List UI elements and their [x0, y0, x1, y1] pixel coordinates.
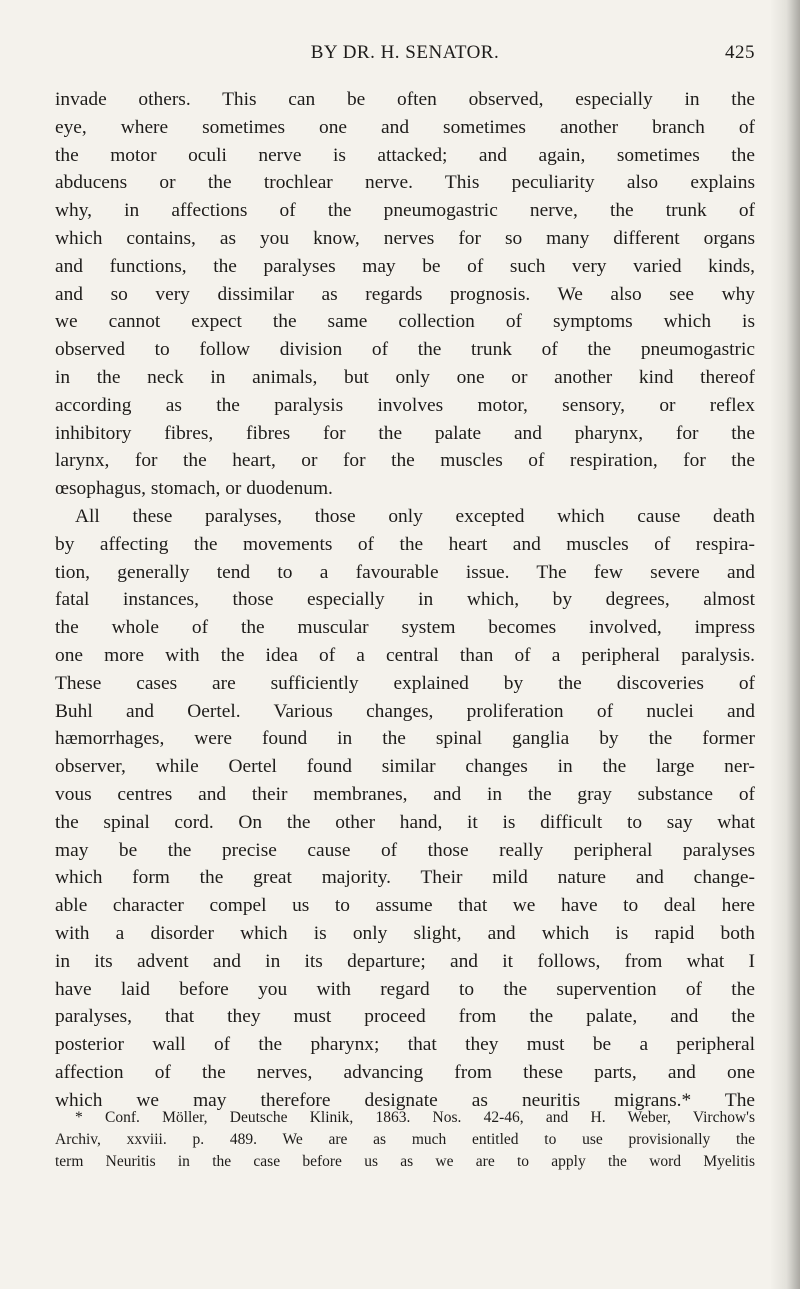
body-text [55, 86, 755, 1114]
text-line: observer, while Oertel found similar changes in the large ner- [55, 756, 755, 778]
text-line: why, in affections of the pneumogastric nerve, the trunk of [55, 200, 755, 222]
text-line: œsophagus, stomach, or duodenum. [55, 478, 333, 500]
page-edge-shadow [770, 0, 800, 1289]
text-line: eye, where sometimes one and sometimes another branch of [55, 116, 755, 138]
text-line: with a disorder which is only slight, and which is rapid both [55, 922, 755, 944]
text-line: in its advent and in its departure; and it follows, from what I [55, 950, 755, 972]
text-line: by affecting the movements of the heart and muscles of respira- [55, 533, 755, 555]
text-line: hæmorrhages, were found in the spinal ganglia by the former [55, 728, 755, 750]
text-line: invade others. This can be often observed, especially in the [55, 89, 755, 110]
text-line: according as the paralysis involves motor, sensory, or reflex [55, 394, 755, 416]
text-line: in the neck in animals, but only one or another kind thereof [55, 366, 755, 388]
text-line: These cases are sufficiently explained by the discoveries of [55, 672, 755, 694]
text-line: Buhl and Oertel. Various changes, proliferation of nuclei and [55, 700, 755, 722]
text-line: we cannot expect the same collection of symptoms which is [55, 311, 755, 333]
text-line: one more with the idea of a central than of a peripheral paralysis. [55, 644, 755, 666]
text-line: and so very dissimilar as regards prognosis. We also see why [55, 283, 755, 305]
text-line: larynx, for the heart, or for the muscles of respiration, for the [55, 450, 755, 472]
text-line: paralyses, that they must proceed from the palate, and the [55, 1006, 755, 1028]
text-line: and functions, the paralyses may be of such very varied kinds, [55, 255, 755, 277]
footnote [55, 1107, 755, 1173]
text-line: have laid before you with regard to the supervention of the [55, 978, 755, 1000]
text-line: observed to follow division of the trunk of the pneumogastric [55, 339, 755, 361]
text-line: may be the precise cause of those really peripheral paralyses [55, 839, 755, 861]
footnote-line: term Neuritis in the case before us as we are to apply the word Myelitis [55, 1153, 755, 1170]
text-line: vous centres and their membranes, and in the gray substance of [55, 783, 755, 805]
text-line: fatal instances, those especially in which, by degrees, almost [55, 589, 755, 611]
text-line: tion, generally tend to a favourable issue. The few severe and [55, 561, 755, 583]
text-line: which we may therefore designate as neuritis migrans.* The [55, 1089, 755, 1111]
text-line: inhibitory fibres, fibres for the palate and pharynx, for the [55, 422, 755, 444]
text-line: posterior wall of the pharynx; that they must be a peripheral [55, 1034, 755, 1056]
text-line: abducens or the trochlear nerve. This peculiarity also explains [55, 172, 755, 194]
running-title: BY DR. H. SENATOR. [310, 42, 500, 63]
text-line: the motor oculi nerve is attacked; and again, sometimes the [55, 144, 755, 166]
text-line: which form the great majority. Their mild nature and change- [55, 867, 755, 889]
text-line: affection of the nerves, advancing from these parts, and one [55, 1061, 755, 1083]
footnote-line: * Conf. Möller, Deutsche Klinik, 1863. Nos. 42-46, and H. Weber, Virchow's [75, 1109, 755, 1126]
footnote-line: Archiv, xxviii. p. 489. We are as much entitled to use provisionally the [55, 1131, 755, 1148]
text-line: able character compel us to assume that we have to deal here [55, 895, 755, 917]
text-line: the spinal cord. On the other hand, it is difficult to say what [55, 811, 755, 833]
text-line: the whole of the muscular system becomes involved, impress [55, 617, 755, 639]
running-head [55, 42, 755, 68]
text-line: All these paralyses, those only excepted which cause death [75, 505, 755, 527]
page-number: 425 [725, 42, 755, 63]
text-line: which contains, as you know, nerves for so many different organs [55, 227, 755, 249]
